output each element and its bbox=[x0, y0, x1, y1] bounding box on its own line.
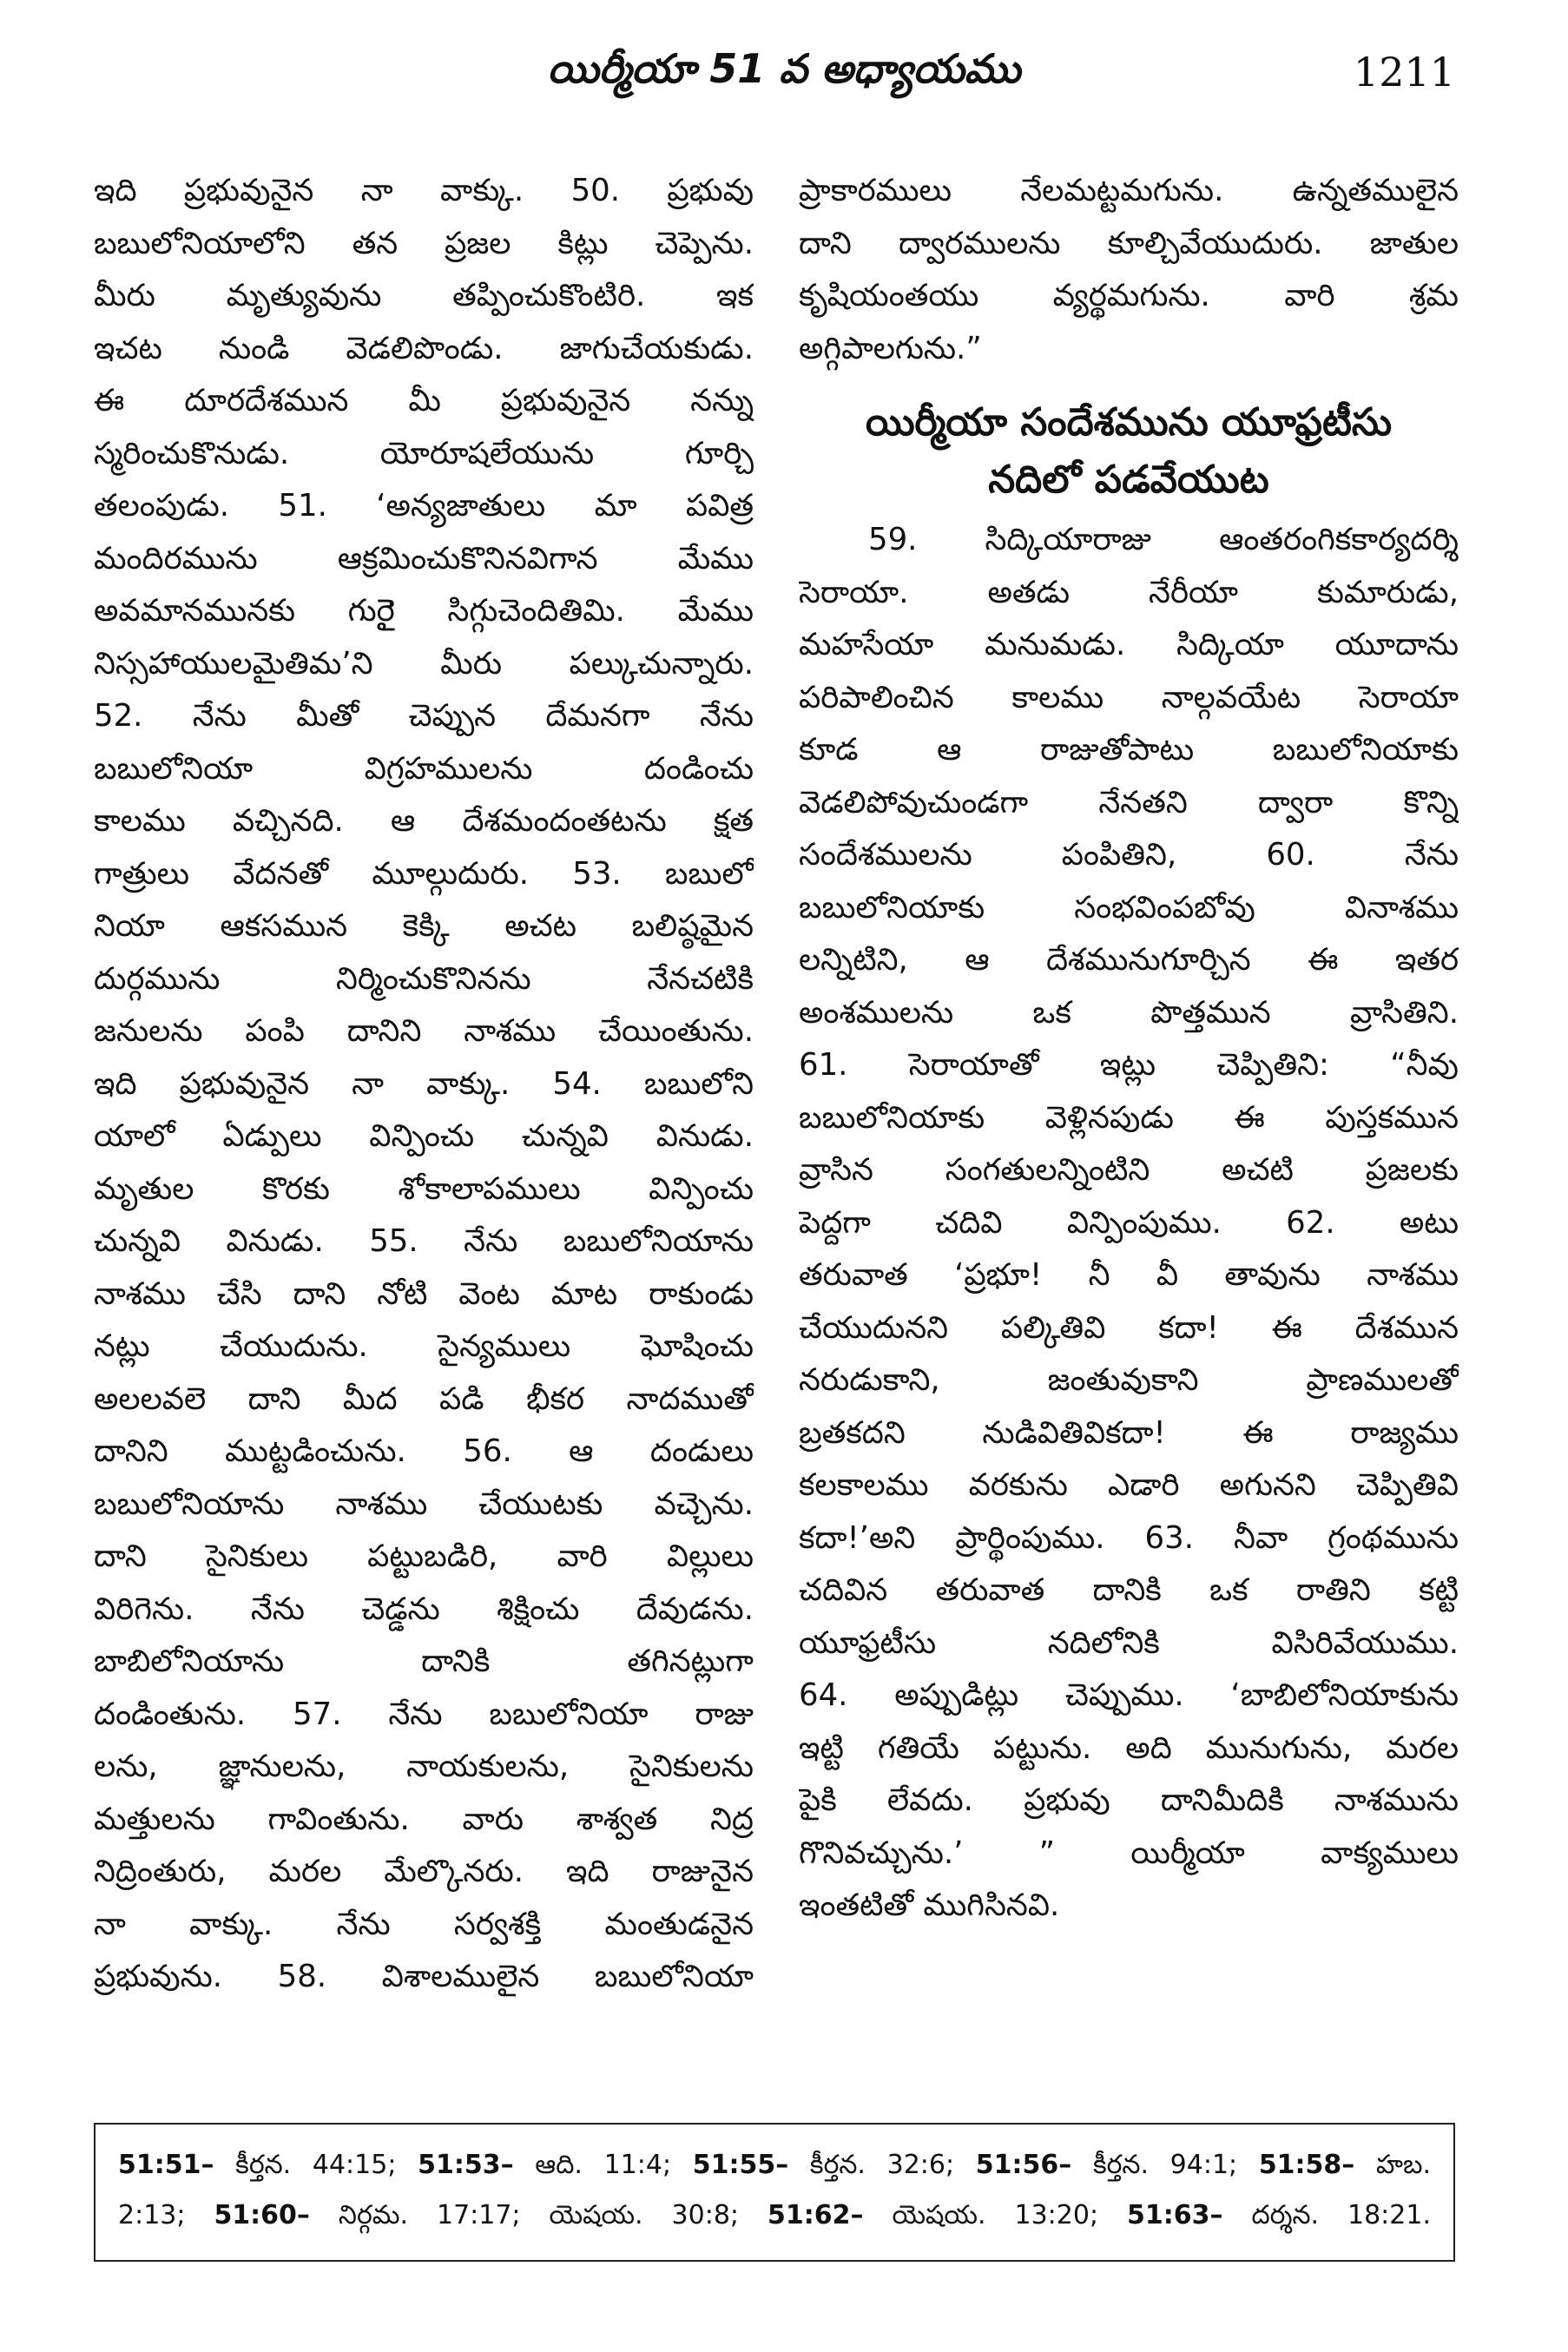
text-line: పైకి లేవదు. ప్రభువు దానిమీదికి నాశమును bbox=[799, 1782, 1459, 1818]
text-line: జనులను పంపి దానిని నాశము చేయింతును. bbox=[94, 1013, 754, 1049]
text-line: అవమానమునకు గురైై సిగ్గుచెందితిమి. మేము bbox=[94, 593, 754, 629]
text-line: దండింతును. 57. నేను బబులోనియా రాజు bbox=[94, 1696, 754, 1732]
text-line: విరిగెను. నేను చెడ్డను శిక్షించు దేవుడను. bbox=[94, 1591, 754, 1627]
text-line: బాబిలోనియాను దానికి తగినట్లుగా bbox=[94, 1644, 754, 1679]
text-line: ఈ దూరదేశమున మీ ప్రభువునైన నన్ను bbox=[94, 383, 754, 418]
footnote-line bbox=[118, 2191, 1431, 2241]
text-line: ఇది ప్రభువునైన నా వాక్కు. 50. ప్రభువు bbox=[94, 173, 754, 208]
right-column bbox=[799, 165, 1459, 1933]
text-line: నిద్రింతురు, మరల మేల్కొనరు. ఇది రాజునైన bbox=[94, 1854, 754, 1889]
footnote-text: కీర్తన. 94:1; bbox=[1071, 2150, 1259, 2180]
text-line: నట్లు చేయుదును. సైన్యములు ఘోషించు bbox=[94, 1328, 754, 1364]
text-line: సెరాయా. అతడు నేరీయా కుమారుడు, bbox=[799, 574, 1459, 610]
text-line: లన్నిటిని, ఆ దేశమునుగూర్చిన ఈ ఇతర bbox=[799, 942, 1459, 978]
text-line: 52. నేను మీతో చెప్పున దేమనగా నేను bbox=[94, 698, 754, 734]
footnote-text: కీర్తన. 44:15; bbox=[214, 2150, 418, 2180]
text-line: యాలో ఏడ్పులు విన్పించు చున్నవి వినుడు. bbox=[94, 1118, 754, 1154]
footnote-text: 2:13; bbox=[118, 2200, 214, 2230]
text-line: దానిని ముట్టడించును. 56. ఆ దండులు bbox=[94, 1433, 754, 1469]
footnotes-box bbox=[94, 2123, 1455, 2262]
footnote-text: ఆది. 11:4; bbox=[513, 2150, 693, 2180]
text-line: బబులోనియాకు వెళ్లినపుడు ఈ పుస్తకమున bbox=[799, 1099, 1459, 1136]
text-line: బబులోనియాను నాశము చేయుటకు వచ్చెను. bbox=[94, 1486, 754, 1522]
text-line: పరిపాలించిన కాలము నాల్గవయేట సెరాయా bbox=[799, 679, 1459, 715]
page-number: 1211 bbox=[1353, 49, 1455, 96]
text-line: అలలవలె దాని మీద పడి భీకర నాదముతో bbox=[94, 1380, 754, 1417]
text-line: తలంపుడు. 51. ‘అన్యజాతులు మా పవిత్ర bbox=[94, 488, 754, 524]
text-line: మందిరమును ఆక్రమించుకొనినవిగాన మేము bbox=[94, 540, 754, 576]
text-line: బబులోనియా విగ్రహములను దండించు bbox=[94, 750, 754, 787]
text-line: బ్రతకదని నుడివితివికదా! ఈ రాజ్యము bbox=[799, 1414, 1459, 1451]
text-line: అంశములను ఒక పొత్తమున వ్రాసితిని. bbox=[799, 994, 1459, 1031]
text-line: దాని సైనికులు పట్టుబడిరి, వారి విల్లులు bbox=[94, 1538, 754, 1574]
text-line: గొనివచ్చును.’ ” యిర్మీయా వాక్యములు bbox=[799, 1835, 1459, 1871]
text-line: నిస్సహాయులమైతిమ’ని మీరు పల్కుచున్నారు. bbox=[94, 645, 754, 682]
right-column-bottom-text bbox=[799, 514, 1459, 1933]
text-line: స్మరించుకొనుడు. యోరూషలేయును గూర్చి bbox=[94, 435, 754, 471]
text-line: లను, జ్ఞానులను, నాయకులను, సైనికులను bbox=[94, 1749, 754, 1784]
footnote-ref: 51:56– bbox=[975, 2150, 1072, 2180]
text-line: దుర్గమును నిర్మించుకొనినను నేనచటికి bbox=[94, 960, 754, 997]
text-line: అగ్గిపాలగును.” bbox=[799, 330, 982, 366]
text-line: నాశము చేసి దాని నోటి వెంట మాట రాకుండు bbox=[94, 1275, 754, 1312]
text-line: కృషియంతయు వ్యర్థమగును. వారి శ్రమ bbox=[799, 278, 1459, 313]
text-line: బబులోనియాలోని తన ప్రజల కిట్లు చెప్పెను. bbox=[94, 225, 754, 261]
text-line: చేయుదునని పల్కితివి కదా! ఈ దేశమున bbox=[799, 1309, 1459, 1346]
footnote-text: నిర్గమ. 17:17; యెషయ. 30:8; bbox=[309, 2200, 768, 2230]
footnote-ref: 51:60– bbox=[214, 2200, 310, 2230]
text-line: ప్రభువును. 58. విశాలములైన బబులోనియా bbox=[94, 1959, 754, 1994]
text-line: దాని ద్వారములను కూల్చివేయుదురు. జాతుల bbox=[799, 225, 1459, 261]
text-line: నరుడుకాని, జంతువుకాని ప్రాణములతో bbox=[799, 1362, 1459, 1398]
text-line: ఇంతటితో ముగిసినవి. bbox=[799, 1888, 1060, 1923]
text-line: 59. సిద్కియారాజు ఆంతరంగికకార్యదర్శి bbox=[868, 522, 1459, 557]
text-line: నా వాక్కు. నేను సర్వశక్తి మంతుడనైన bbox=[94, 1906, 754, 1942]
text-line: సందేశములను పంపితిని, 60. నేను bbox=[799, 837, 1459, 873]
text-line: బబులోనియాకు సంభవింపబోవు వినాశము bbox=[799, 889, 1459, 926]
footnote-ref: 51:58– bbox=[1258, 2150, 1355, 2180]
footnote-text: హబ. bbox=[1354, 2150, 1431, 2180]
text-line: మృతుల కొరకు శోకాలాపములు విన్పించు bbox=[94, 1170, 754, 1207]
footnote-text: కీర్తన. 32:6; bbox=[788, 2150, 976, 2180]
footnote-ref: 51:55– bbox=[692, 2150, 789, 2180]
footnote-text: దర్శన. 18:21. bbox=[1222, 2200, 1431, 2230]
text-line: వ్రాసిన సంగతులన్నింటిని అచటి ప్రజలకు bbox=[799, 1152, 1459, 1188]
left-column bbox=[94, 165, 754, 2004]
footnote-line bbox=[118, 2140, 1431, 2191]
right-column-top-text bbox=[799, 165, 1459, 375]
section-heading bbox=[799, 394, 1459, 509]
text-line: మహసేయా మనుమడు. సిద్కియా యూదాను bbox=[799, 627, 1459, 662]
text-line: పెద్దగా చదివి విన్పింపుము. 62. అటు bbox=[799, 1204, 1459, 1241]
text-line: చున్నవి వినుడు. 55. నేను బబులోనియాను bbox=[94, 1223, 754, 1259]
text-line: ఇట్టి గతియే పట్టును. అది మునుగును, మరల bbox=[799, 1729, 1459, 1766]
text-line: గాత్రులు వేదనతో మూల్గుదురు. 53. బబులో bbox=[94, 855, 754, 892]
text-line: 64. అప్పుడిట్లు చెప్పుము. ‘బాబిలోనియాకును bbox=[799, 1677, 1459, 1713]
text-line: కదా!’అని ప్రార్థింపుము. 63. నీవా గ్రంథమును bbox=[799, 1519, 1459, 1556]
text-line: ఇచట నుండి వెడలిపొండు. జాగుచేయకుడు. bbox=[94, 330, 754, 366]
text-line: కాలము వచ్చినది. ఆ దేశమందంతటను క్షత bbox=[94, 803, 754, 839]
footnote-ref: 51:62– bbox=[767, 2200, 864, 2230]
text-line: కలకాలము వరకును ఎడారి అగునని చెప్పితివి bbox=[799, 1467, 1459, 1503]
section-heading-line-2: నదిలో పడవేయుట bbox=[988, 458, 1269, 502]
text-line: ప్రాకారములు నేలమట్టమగును. ఉన్నతములైన bbox=[799, 173, 1459, 208]
footnote-ref: 51:53– bbox=[418, 2150, 514, 2180]
text-line: చదివిన తరువాత దానికి ఒక రాతిని కట్టి bbox=[799, 1572, 1459, 1608]
text-line: మత్తులను గావింతును. వారు శాశ్వత నిద్ర bbox=[94, 1801, 754, 1837]
text-line: ఇది ప్రభువునైన నా వాక్కు. 54. బబులోని bbox=[94, 1065, 754, 1102]
text-line: నియా ఆకసమున కెక్కి అచట బలిష్ఠమైన bbox=[94, 908, 754, 944]
text-line: యూఫ్రటీసు నదిలోనికి విసిరివేయుము. bbox=[799, 1624, 1459, 1661]
text-line: కూడ ఆ రాజుతోపాటు బబులోనియాకు bbox=[799, 732, 1459, 768]
footnote-text: యెషయ. 13:20; bbox=[863, 2200, 1128, 2230]
text-line: తరువాత ‘ప్రభూ! నీ వీ తావును నాశము bbox=[799, 1257, 1459, 1293]
footnote-ref: 51:51– bbox=[118, 2150, 214, 2180]
text-line: 61. సెరాయాతో ఇట్లు చెప్పితిని: “నీవు bbox=[799, 1047, 1459, 1083]
text-line: మీరు మృత్యువును తప్పించుకొంటిరి. ఇక bbox=[94, 278, 754, 313]
section-heading-line-1: యిర్మీయా సందేశమును యూఫ్రటీసు bbox=[865, 400, 1393, 445]
footnote-ref: 51:63– bbox=[1127, 2200, 1223, 2230]
text-line: వెడలిపోవుచుండగా నేనతని ద్వారా కొన్ని bbox=[799, 784, 1459, 820]
chapter-title: యిర్మీయా 51 వ అధ్యాయము bbox=[547, 45, 1021, 92]
page-header bbox=[0, 45, 1568, 115]
